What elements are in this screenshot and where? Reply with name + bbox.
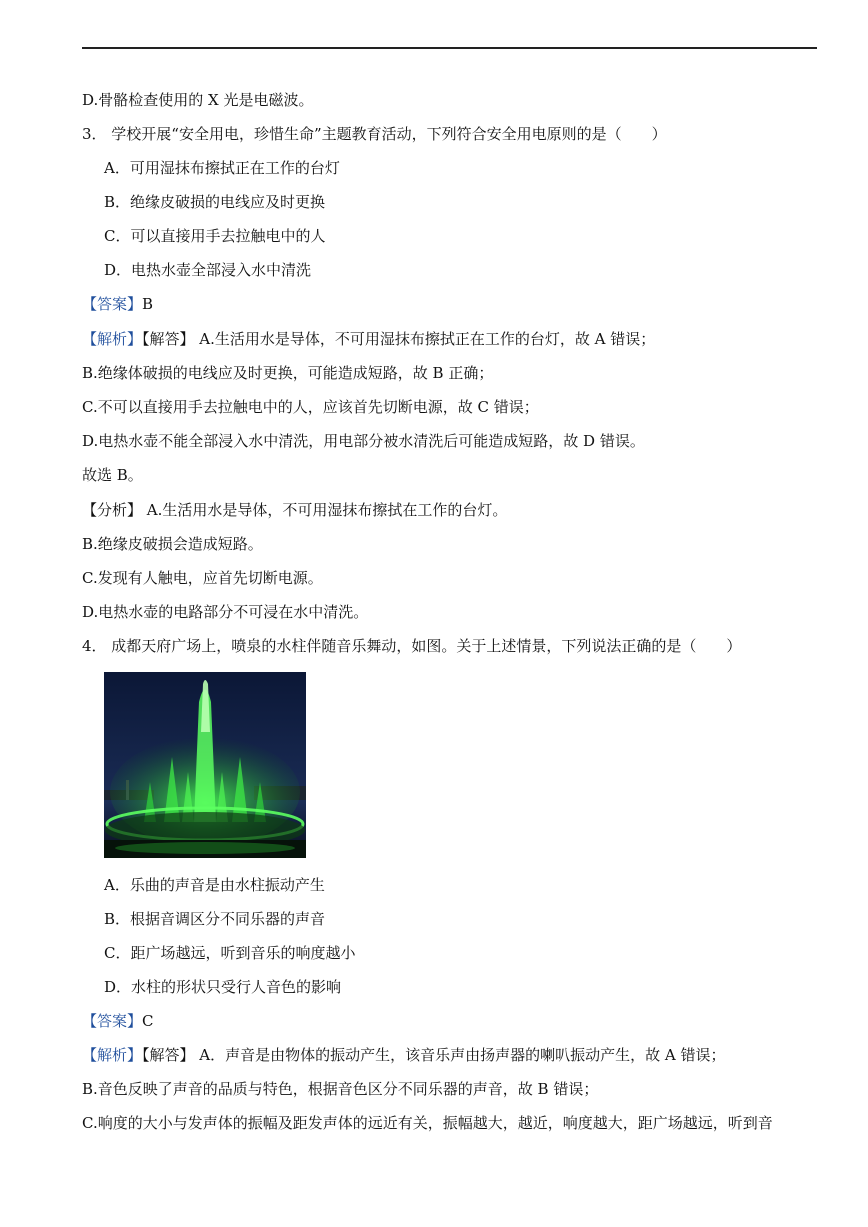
q4-option-a: A．乐曲的声音是由水柱振动产生 bbox=[104, 876, 325, 894]
q4-solution-b: B.音色反映了声音的品质与特色，根据音色区分不同乐器的声音，故 B 错误； bbox=[82, 1080, 599, 1098]
answer-tag: 【答案】 bbox=[82, 1012, 143, 1030]
q3-fenxi-a: 【分析】 A.生活用水是导体，不可用湿抹布擦拭在工作的台灯。 bbox=[82, 501, 508, 519]
q3-fenxi-b: B.绝缘皮破损会造成短路。 bbox=[82, 535, 263, 553]
q3-option-c: C．可以直接用手去拉触电中的人 bbox=[104, 227, 326, 245]
q4-option-d: D．水柱的形状只受行人音色的影响 bbox=[104, 978, 342, 996]
fountain-illustration bbox=[104, 672, 306, 858]
q4-option-c: C．距广场越远，听到音乐的响度越小 bbox=[104, 944, 356, 962]
q3-solution-c: C.不可以直接用手去拉触电中的人，应该首先切断电源，故 C 错误； bbox=[82, 398, 539, 416]
solution-text: 【解答】 A．声音是由物体的振动产生，该音乐声由扬声器的喇叭振动产生，故 A 错误； bbox=[142, 1046, 726, 1064]
solution-text: 【解答】 A.生活用水是导体，不可用湿抹布擦拭正在工作的台灯，故 A 错误； bbox=[142, 330, 656, 348]
q4-answer bbox=[82, 1011, 154, 1031]
q2-option-d-text: D.骨骼检查使用的 X 光是电磁波。 bbox=[82, 91, 314, 109]
q4-stem: 4． 成都天府广场上，喷泉的水柱伴随音乐舞动，如图。关于上述情景，下列说法正确的是（ ） bbox=[82, 637, 742, 655]
q3-option-d: D．电热水壶全部浸入水中清洗 bbox=[104, 261, 312, 279]
q3-solution-d: D.电热水壶不能全部浸入水中清洗，用电部分被水清洗后可能造成短路，故 D 错误。 bbox=[82, 432, 645, 450]
q3-fenxi-d: D.电热水壶的电路部分不可浸在水中清洗。 bbox=[82, 603, 369, 621]
q4-option-b: B．根据音调区分不同乐器的声音 bbox=[104, 910, 326, 928]
q3-fenxi-c: C.发现有人触电，应首先切断电源。 bbox=[82, 569, 323, 587]
q4-analysis bbox=[82, 1045, 726, 1065]
analysis-tag: 【解析】 bbox=[82, 1046, 143, 1064]
answer-value: B bbox=[142, 295, 154, 313]
q3-stem: 3． 学校开展“安全用电，珍惜生命”主题教育活动，下列符合安全用电原则的是（ ） bbox=[82, 125, 667, 143]
q3-option-a: A．可用湿抹布擦拭正在工作的台灯 bbox=[104, 159, 340, 177]
q3-option-b: B．绝缘皮破损的电线应及时更换 bbox=[104, 193, 326, 211]
answer-value: C bbox=[142, 1012, 154, 1030]
analysis-tag: 【解析】 bbox=[82, 330, 143, 348]
q3-answer bbox=[82, 294, 153, 314]
answer-tag: 【答案】 bbox=[82, 295, 143, 313]
q3-solution-b: B.绝缘体破损的电线应及时更换，可能造成短路，故 B 正确； bbox=[82, 364, 494, 382]
q3-conclusion: 故选 B。 bbox=[82, 466, 143, 484]
fountain-photo bbox=[104, 672, 306, 858]
q3-analysis bbox=[82, 329, 655, 349]
header-rule bbox=[82, 47, 817, 49]
q4-solution-c: C.响度的大小与发声体的振幅及距发声体的远近有关，振幅越大，越近，响度越大，距广场越远，听到音 bbox=[82, 1114, 773, 1132]
